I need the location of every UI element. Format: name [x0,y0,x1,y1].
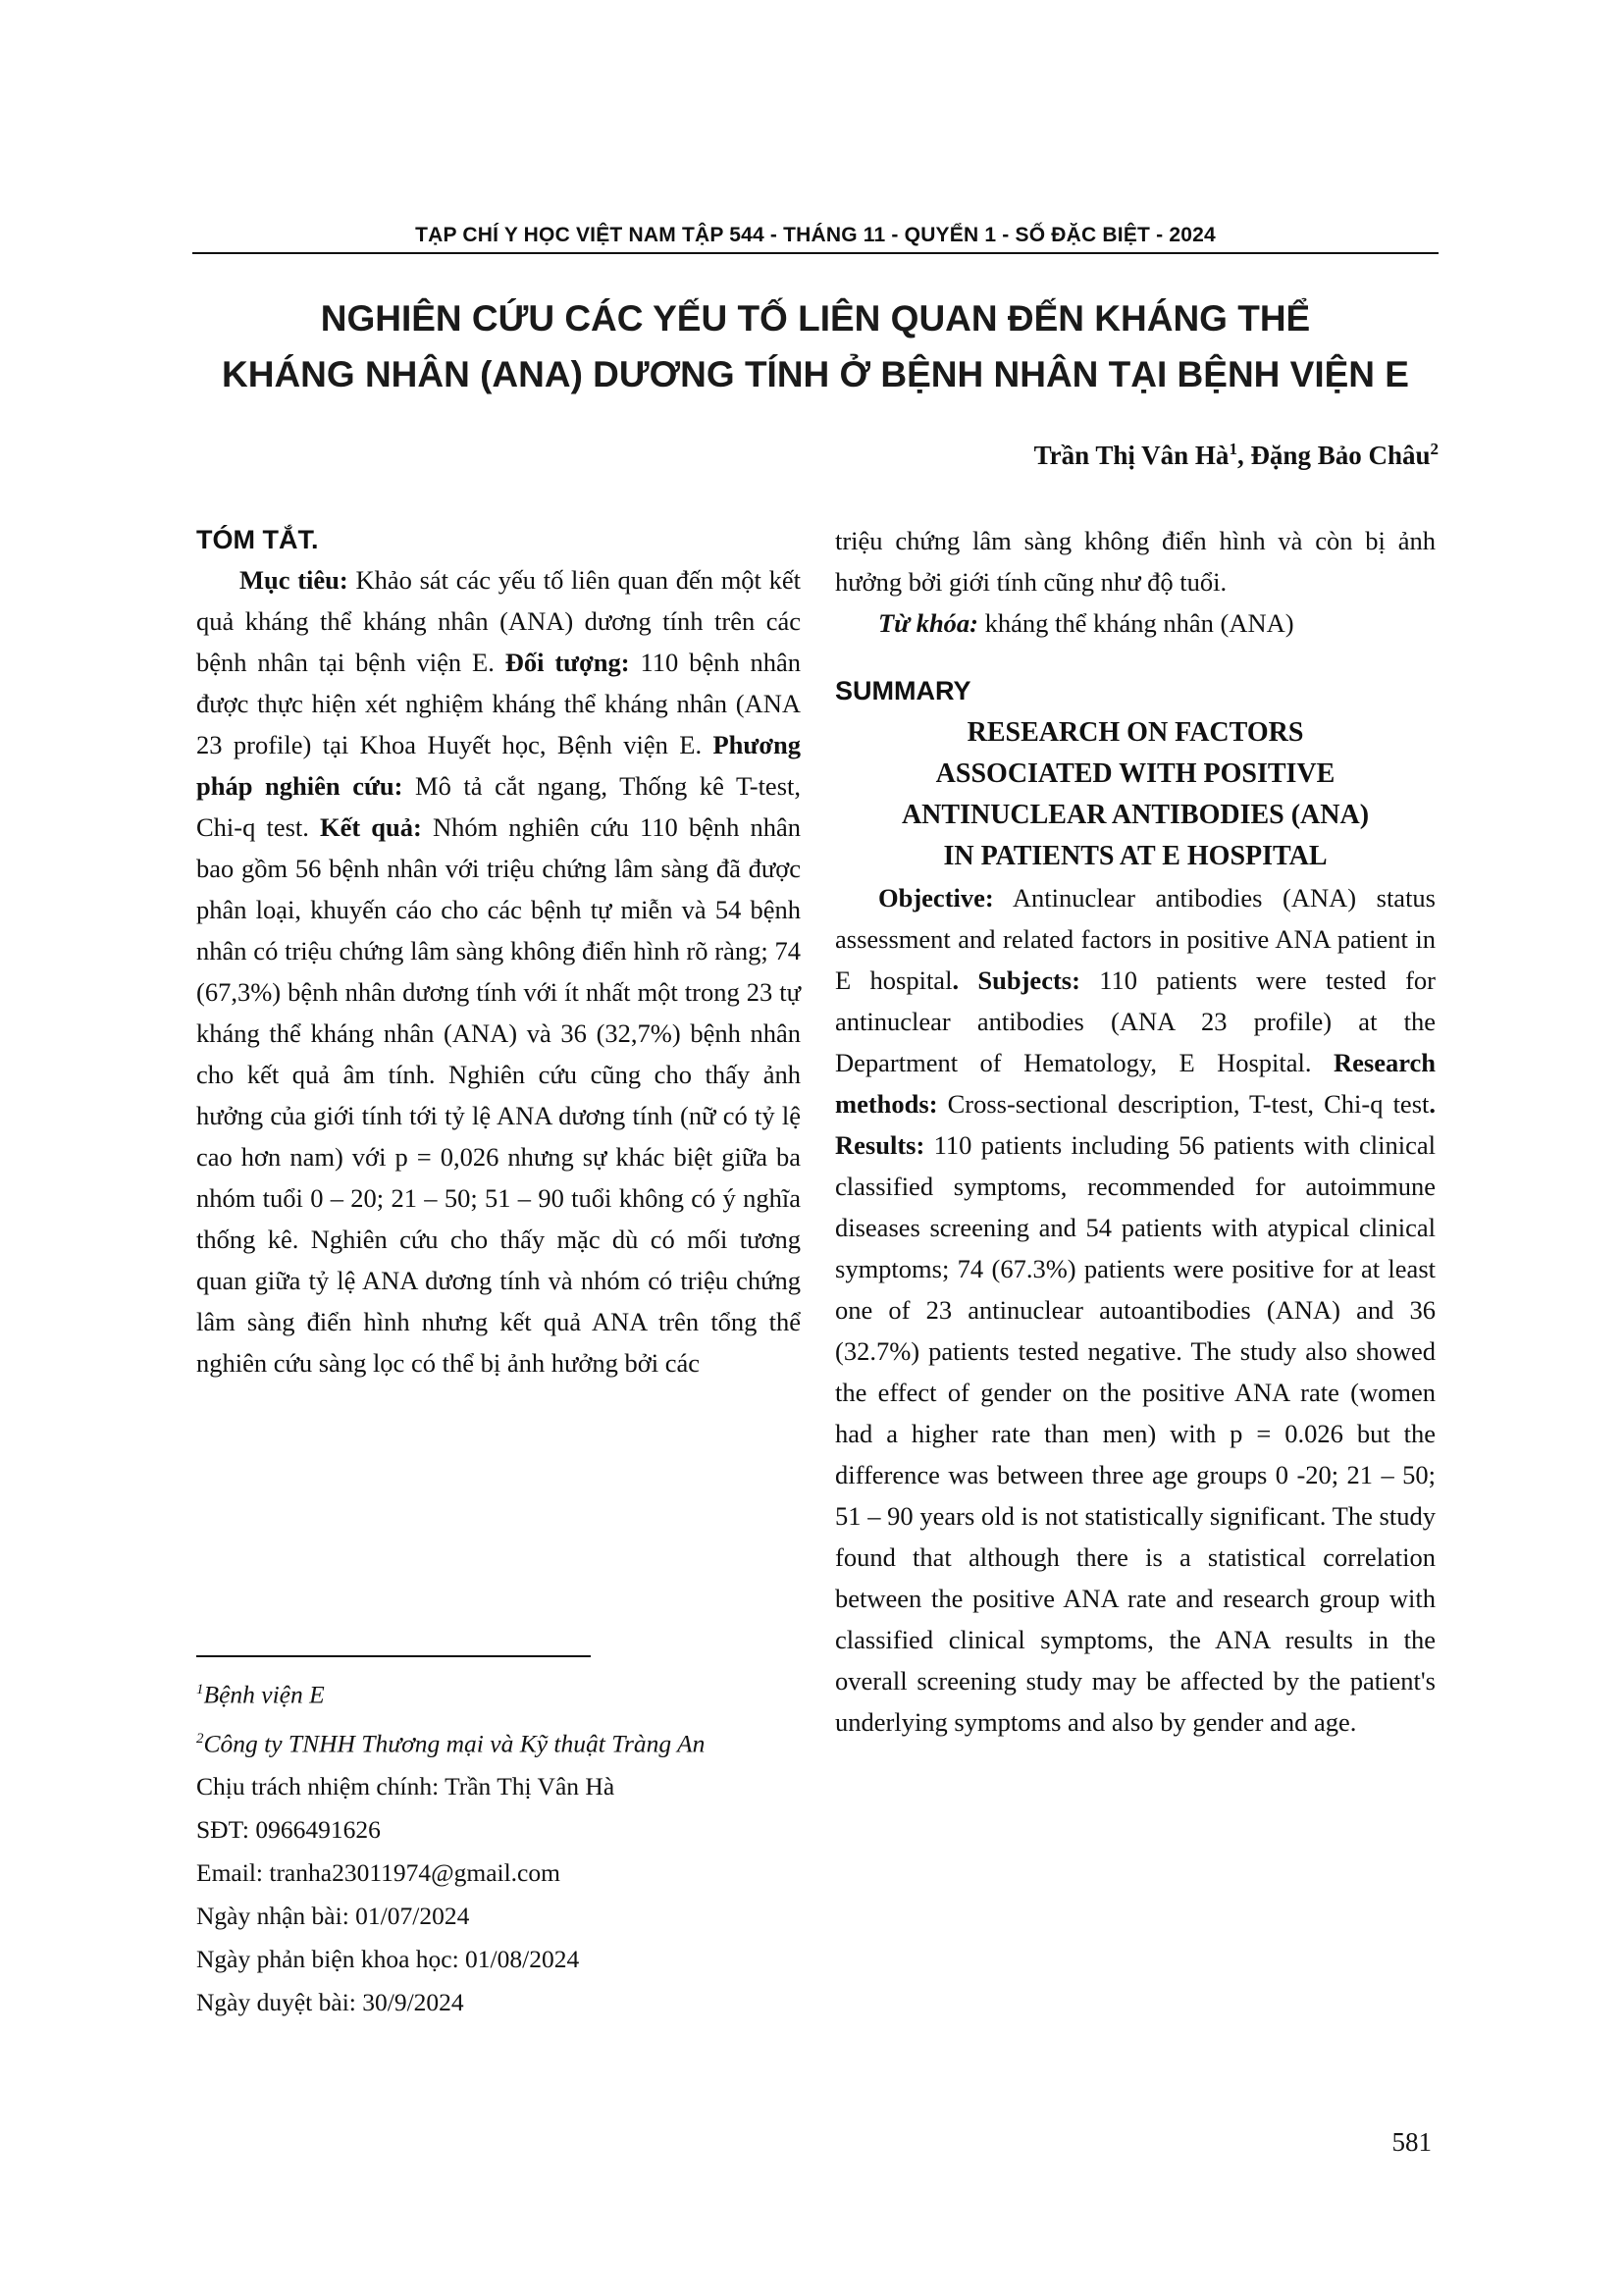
objective-label-vi: Mục tiêu: [239,565,348,595]
results-label-vi: Kết quả: [320,812,422,842]
subjects-text-vi: 110 bệnh nhân được thực hiện xét nghiệm kháng thể kháng nhân (ANA 23 profile) tại Khoa Huyết học, Bệnh viện E. [196,648,801,759]
right-column [835,520,1436,1743]
english-title [835,712,1436,877]
article-title-line-1: NGHIÊN CỨU CÁC YẾU TỐ LIÊN QUAN ĐẾN KHÁNG THỂ [320,298,1311,339]
footnotes [196,1668,824,2024]
reviewed-date: Ngày phản biện khoa học: 01/08/2024 [196,1945,580,1973]
author-list [1034,440,1439,471]
affiliation-2-text: Công ty TNHH Thương mại và Kỹ thuật Tràng An [203,1729,706,1757]
received-date: Ngày nhận bài: 01/07/2024 [196,1902,470,1930]
affiliation-1-marker: 1 [196,1682,204,1697]
english-title-line-3: ANTINUCLEAR ANTIBODIES (ANA) [901,800,1370,830]
subjects-label-vi: Đối tượng: [504,648,630,677]
footnote-divider [196,1655,591,1657]
affiliation-1 [196,1668,824,1717]
left-column [196,520,801,1383]
email-address: Email: tranha23011974@gmail.com [196,1858,560,1887]
results-text-en: 110 patients including 56 patients with clinical classified symptoms, recommended for autoimmune diseases screening and 54 patients with atypical clinical symptoms; 74 (67.3%) patients were positive for at least one of 23 antinuclear autoantibodies (ANA) and 36 (32.7%) patients tested negative. The study also showed the effect of gender on the positive ANA rate (women had a higher rate than men) with p = 0.026 but the difference was between three age groups 0 -20; 21 – 50; 51 – 90 years old is not statistically significant. The study found that although there is a statistical correlation between the positive ANA rate and research group with classified clinical symptoms, the ANA results in the overall screening study may be affected by the patient's underlying symptoms and also by gender and age. [835,1130,1436,1737]
methods-label-vi: Phương pháp nghiên cứu: [196,730,801,801]
methods-label-en: Research methods: [835,1048,1436,1119]
subjects-label-en: . Subjects: [952,965,1080,995]
objective-text-vi: Khảo sát các yếu tố liên quan đến một kết quả kháng thể kháng nhân (ANA) dương tính trên các bệnh nhân tại bệnh viện E. [196,565,802,677]
author-2: Đặng Bảo Châu [1250,441,1431,470]
abstract-vi-continued: triệu chứng lâm sàng không điển hình và còn bị ảnh hưởng bởi giới tính cũng như độ tuổi. [835,526,1436,597]
keywords [835,602,1436,644]
accepted-date: Ngày duyệt bài: 30/9/2024 [196,1988,464,2016]
affiliation-2-marker: 2 [196,1730,204,1747]
abstract-vi-heading: TÓM TẮT. [196,525,319,554]
author-1-affiliation: 1 [1229,440,1237,458]
corresponding-author: Chịu trách nhiệm chính: Trần Thị Vân Hà [196,1772,615,1800]
author-separator: , [1236,441,1251,470]
affiliation-2 [196,1717,824,1766]
abstract-vi-body [196,559,801,1383]
author-1: Trần Thị Vân Hà [1033,441,1230,470]
article-title-line-2: KHÁNG NHÂN (ANA) DƯƠNG TÍNH Ở BỆNH NHÂN TẠI BỆNH VIỆN E [222,354,1409,394]
keywords-text: kháng thể kháng nhân (ANA) [978,608,1294,638]
phone-number: SĐT: 0966491626 [196,1815,381,1844]
page-number: 581 [1391,2127,1432,2157]
methods-text-en: Cross-sectional description, T-test, Chi-q test [937,1089,1430,1119]
objective-text-en: Antinuclear antibodies (ANA) status assessment and related factors in positive ANA patient in E hospital [835,883,1436,995]
article-title [192,290,1439,402]
keywords-label: Từ khóa: [878,608,979,638]
english-title-line-2: ASSOCIATED WITH POSITIVE [935,758,1336,789]
affiliation-1-text: Bệnh viện E [203,1680,325,1709]
abstract-en-body [835,877,1436,1743]
results-text-vi: Nhóm nghiên cứu 110 bệnh nhân bao gồm 56 bệnh nhân với triệu chứng lâm sàng đã được phân loại, khuyến cáo cho các bệnh tự miễn và 54 bệnh nhân có triệu chứng lâm sàng không điển hình rõ ràng; 74 (67,3%) bệnh nhân dương tính với ít nhất một trong 23 tự kháng thể kháng nhân (ANA) và 36 (32,7%) bệnh nhân cho kết quả âm tính. Nghiên cứu cũng cho thấy ảnh hưởng của giới tính tới tỷ lệ ANA dương tính (nữ có tỷ lệ cao hơn nam) với p = 0,026 nhưng sự khác biệt giữa ba nhóm tuổi 0 – 20; 21 – 50; 51 – 90 tuổi không có ý nghĩa thống kê. Nghiên cứu cho thấy mặc dù có mối tương quan giữa tỷ lệ ANA dương tính và nhóm có triệu chứng lâm sàng điển hình nhưng kết quả ANA trên tổng thể nghiên cứu sàng lọc có thể bị ảnh hưởng bởi các [196,812,802,1378]
author-2-affiliation: 2 [1430,440,1439,458]
subjects-text-en: 110 patients were tested for antinuclear antibodies (ANA 23 profile) at the Department of Hematology, E Hospital. [835,965,1436,1077]
objective-label-en: Objective: [878,883,994,913]
header-divider [192,252,1439,254]
results-label-en: . Results: [835,1089,1436,1160]
methods-text-vi: Mô tả cắt ngang, Thống kê T-test, Chi-q test. [196,771,801,842]
english-title-line-1: RESEARCH ON FACTORS [967,717,1304,748]
summary-heading: SUMMARY [835,676,971,705]
journal-header: TẠP CHÍ Y HỌC VIỆT NAM TẬP 544 - THÁNG 11 - QUYỂN 1 - SỐ ĐẶC BIỆT - 2024 [415,224,1216,246]
english-title-line-4: IN PATIENTS AT E HOSPITAL [943,841,1328,871]
